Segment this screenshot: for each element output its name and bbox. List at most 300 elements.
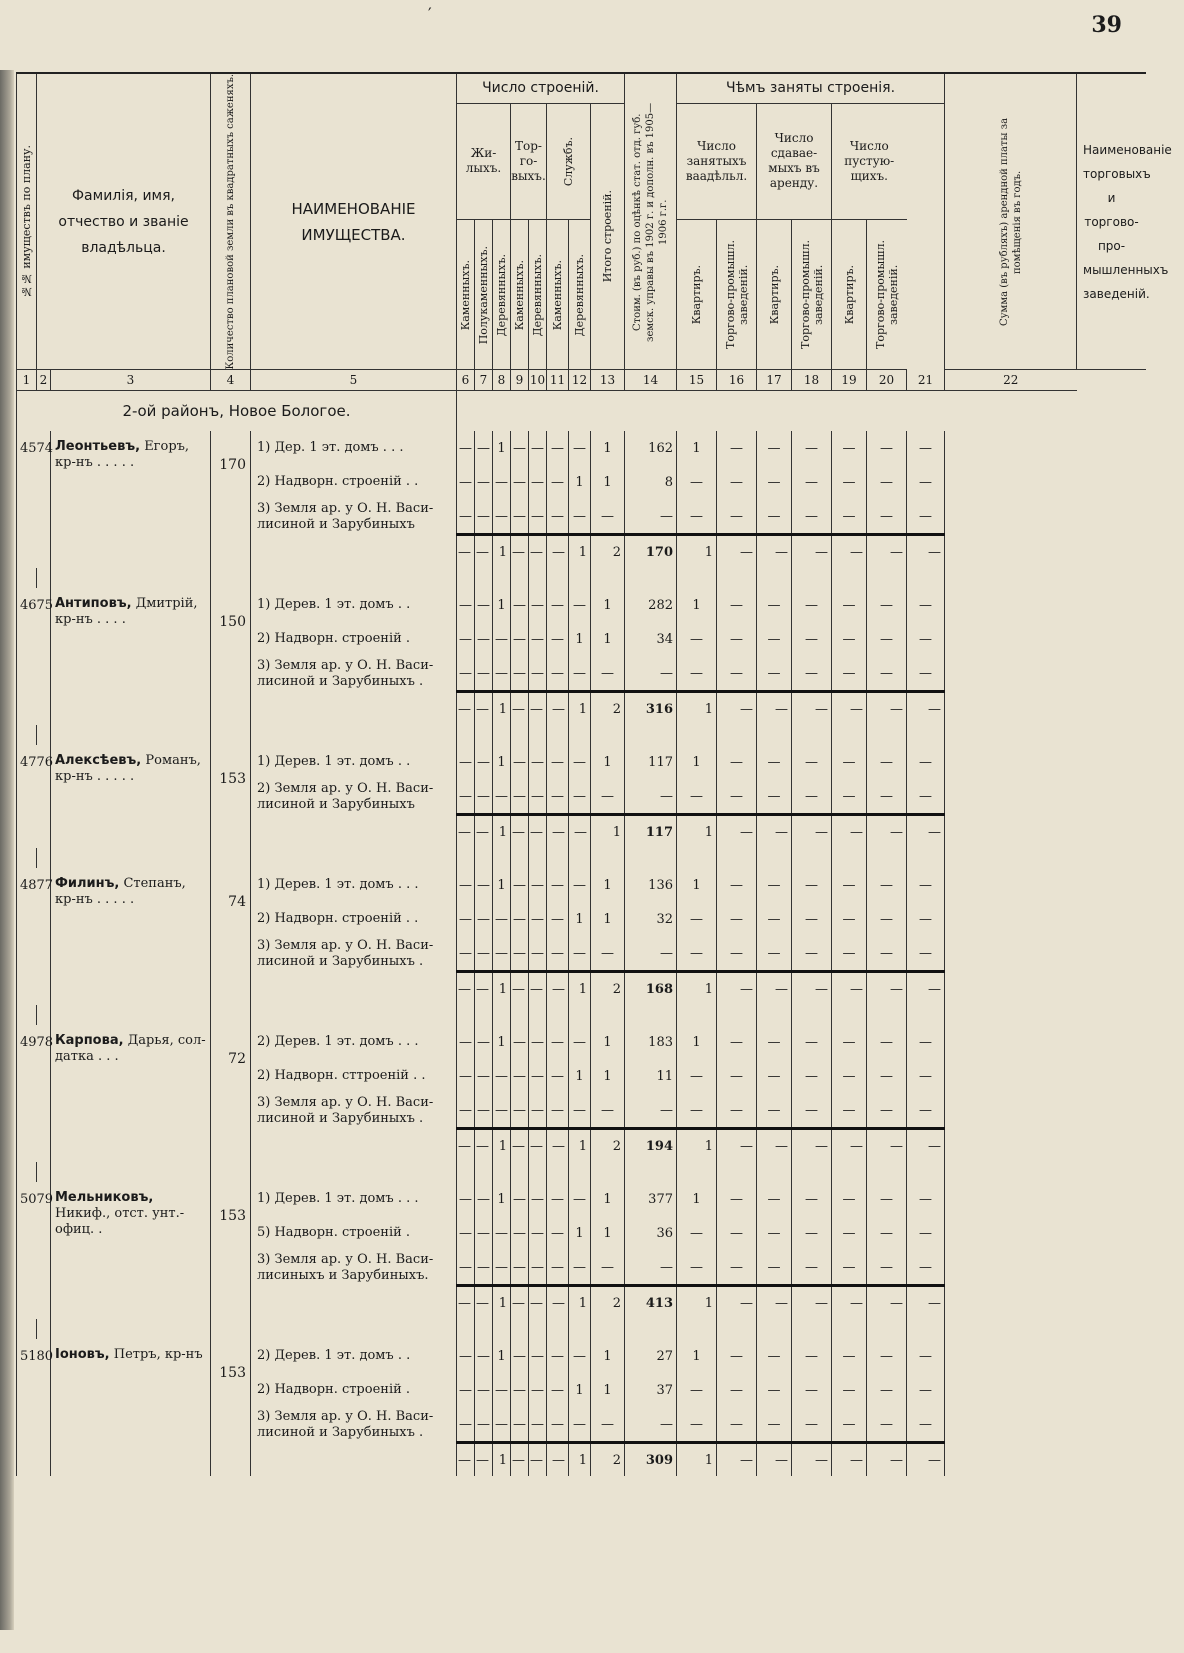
cell: 1 (591, 588, 625, 622)
item-row (17, 431, 1147, 465)
header-owner: Фамилія, имя, отчество и званіе владѣльца. (37, 73, 211, 370)
row-number: 78 (36, 1035, 54, 1051)
cell: — (511, 779, 529, 815)
cell: — (529, 656, 547, 692)
cell: 1 (677, 868, 717, 902)
gap-cell (867, 568, 907, 588)
cell: — (569, 431, 591, 465)
cell: — (457, 431, 475, 465)
cell: — (475, 1025, 493, 1059)
gap-cell (37, 1005, 51, 1025)
owner-surname: Карпова, (55, 1033, 124, 1049)
cell: — (757, 588, 792, 622)
cell: — (907, 588, 945, 622)
column-number: 16 (717, 370, 757, 391)
total-cell: 1 (569, 1129, 591, 1163)
cell: — (457, 1059, 475, 1093)
cell: — (757, 936, 792, 972)
cell: — (493, 936, 511, 972)
cell: 1 (569, 1373, 591, 1407)
establishment-cell (945, 1059, 1077, 1093)
cell: 1 (677, 1025, 717, 1059)
total-cell: — (475, 815, 493, 849)
gap-cell (547, 1162, 569, 1182)
cell: 1 (677, 1182, 717, 1216)
cell: — (867, 1025, 907, 1059)
property-ledger-table (16, 72, 1172, 1476)
gap-cell (569, 1319, 591, 1339)
gap-cell (475, 725, 493, 745)
column-number: 2 (37, 370, 51, 391)
total-cell: — (457, 1286, 475, 1320)
gap-cell (51, 1319, 211, 1339)
gap-cell (475, 1005, 493, 1025)
total-cell: 309 (625, 1443, 677, 1477)
cell: — (511, 1059, 529, 1093)
total-cell: 1 (493, 972, 511, 1006)
total-cell: 2 (591, 1129, 625, 1163)
cell: — (867, 431, 907, 465)
cell: — (547, 936, 569, 972)
cell: — (475, 1339, 493, 1373)
gap-row (17, 848, 1147, 868)
total-cell: — (511, 535, 529, 569)
land-area: 170 (211, 431, 251, 568)
cell: — (757, 779, 792, 815)
column-number: 17 (757, 370, 792, 391)
cell: — (907, 745, 945, 779)
header-establishments: Наименованіе торговыхъ и торгово-про-мышленныхъ заведеній. (1077, 73, 1146, 370)
total-cell: — (792, 815, 832, 849)
total-cell: — (867, 1443, 907, 1477)
total-cell: — (547, 972, 569, 1006)
cell: — (757, 431, 792, 465)
cell: — (717, 1407, 757, 1443)
cell: — (792, 1093, 832, 1129)
total-cell: — (907, 972, 945, 1006)
gap-cell (867, 1005, 907, 1025)
gap-cell (37, 848, 51, 868)
total-cell: 2 (591, 1286, 625, 1320)
column-number: 13 (591, 370, 625, 391)
cell: 37 (625, 1373, 677, 1407)
gap-cell (591, 1005, 625, 1025)
gap-cell (832, 1162, 867, 1182)
owner (51, 745, 211, 848)
total-cell: — (511, 692, 529, 726)
total-cell: — (511, 1286, 529, 1320)
total-cell: 316 (625, 692, 677, 726)
cell: 1 (493, 1025, 511, 1059)
gap-cell (832, 725, 867, 745)
total-cell: — (475, 692, 493, 726)
gap-cell (493, 848, 511, 868)
cell: — (475, 588, 493, 622)
property-name: 2) Дерев. 1 эт. домъ . . . (251, 1025, 457, 1059)
cell: — (832, 1339, 867, 1373)
total-cell: 1 (493, 535, 511, 569)
total-cell: — (867, 692, 907, 726)
column-number: 22 (945, 370, 1077, 391)
cell: — (529, 1216, 547, 1250)
cell: — (493, 499, 511, 535)
cell: — (493, 1407, 511, 1443)
total-cell: — (717, 815, 757, 849)
total-cell: 413 (625, 1286, 677, 1320)
total-cell: — (757, 535, 792, 569)
cell: 1 (677, 431, 717, 465)
cell: — (832, 431, 867, 465)
cell: — (792, 1182, 832, 1216)
cell: — (867, 622, 907, 656)
total-cell: — (475, 1286, 493, 1320)
cell: — (717, 745, 757, 779)
total-spacer (251, 815, 457, 849)
cell: — (717, 779, 757, 815)
cell: — (529, 431, 547, 465)
establishment-cell (945, 1129, 1077, 1163)
cell: — (792, 622, 832, 656)
column-number: 5 (251, 370, 457, 391)
cell: — (625, 656, 677, 692)
total-cell: 1 (677, 815, 717, 849)
cell: — (457, 1373, 475, 1407)
gap-cell (37, 1319, 51, 1339)
total-cell: — (457, 1129, 475, 1163)
district-title: 2-ой районъ, Новое Бологое. (17, 391, 457, 432)
gap-cell (677, 1319, 717, 1339)
total-cell: 2 (591, 692, 625, 726)
cell: — (493, 1093, 511, 1129)
total-cell: — (867, 815, 907, 849)
gap-cell (591, 848, 625, 868)
cell: 1 (591, 1339, 625, 1373)
header-land: Количество плановой земли въ квадратныхъ саженяхъ. (211, 73, 251, 370)
total-cell: 194 (625, 1129, 677, 1163)
cell: — (832, 1182, 867, 1216)
cell: — (569, 1250, 591, 1286)
gap-cell (529, 1162, 547, 1182)
cell: — (677, 1216, 717, 1250)
total-cell: — (547, 1443, 569, 1477)
cell: — (757, 745, 792, 779)
gap-cell (677, 1005, 717, 1025)
cell: — (717, 902, 757, 936)
total-cell: 117 (625, 815, 677, 849)
owner-details: Егоръ, кр-нъ . . . . . (55, 439, 190, 471)
gap-cell (51, 848, 211, 868)
cell: — (677, 622, 717, 656)
cell: — (792, 499, 832, 535)
cell: 1 (677, 1339, 717, 1373)
cell: — (547, 1339, 569, 1373)
cell: — (529, 622, 547, 656)
property-name: 3) Земля ар. у О. Н. Васи-лисиной и Зарубиныхъ . (251, 656, 457, 692)
total-cell: 1 (677, 692, 717, 726)
total-cell: — (547, 1286, 569, 1320)
cell: 1 (493, 588, 511, 622)
establishment-cell (945, 535, 1077, 569)
gap-cell (591, 725, 625, 745)
cell: — (547, 1250, 569, 1286)
total-cell: — (511, 815, 529, 849)
plan-number: 46 (17, 588, 37, 725)
owner-surname: Леонтьевъ, (55, 439, 141, 455)
cell: 1 (591, 1373, 625, 1407)
column-number: 10 (529, 370, 547, 391)
total-cell: 1 (569, 535, 591, 569)
gap-cell (867, 1319, 907, 1339)
gap-cell (569, 725, 591, 745)
header-buildings-group: Число строеній. (457, 73, 625, 103)
cell: — (569, 936, 591, 972)
header-total-buildings: Итого строеній. (591, 103, 625, 370)
cell: — (547, 1182, 569, 1216)
gap-cell (569, 1162, 591, 1182)
gap-cell (907, 1319, 945, 1339)
land-area: 150 (211, 588, 251, 725)
cell: — (867, 936, 907, 972)
owner-details: Степанъ, кр-нъ . . . . . (55, 876, 186, 908)
gap-cell (792, 1319, 832, 1339)
gap-row (17, 568, 1147, 588)
cell: — (493, 656, 511, 692)
owner-details: Дмитрій, кр-нъ . . . . (55, 596, 198, 628)
gap-cell (757, 848, 792, 868)
total-cell: 1 (591, 815, 625, 849)
gap-cell (945, 568, 1077, 588)
cell: 36 (625, 1216, 677, 1250)
land-area: 153 (211, 745, 251, 848)
header-rent-sum: Сумма (въ рубляхъ) арендной платы за помѣщенія въ годъ. (945, 73, 1077, 370)
cell: — (867, 779, 907, 815)
total-cell: — (529, 972, 547, 1006)
cell: — (832, 1216, 867, 1250)
gap-cell (493, 1162, 511, 1182)
cell: — (475, 656, 493, 692)
gap-cell (251, 725, 457, 745)
cell: — (832, 499, 867, 535)
cell: — (457, 622, 475, 656)
total-cell: — (832, 535, 867, 569)
cell: 183 (625, 1025, 677, 1059)
gap-cell (493, 568, 511, 588)
total-cell: 1 (677, 972, 717, 1006)
total-cell: — (717, 1129, 757, 1163)
cell: — (677, 499, 717, 535)
cell: — (457, 745, 475, 779)
establishment-cell (945, 1339, 1077, 1373)
column-number: 9 (511, 370, 529, 391)
cell: — (717, 1373, 757, 1407)
property-name: 2) Надворн. строеній . (251, 1373, 457, 1407)
land-area: 153 (211, 1339, 251, 1476)
cell: — (832, 622, 867, 656)
header-service: Службъ. (547, 103, 591, 220)
cell: — (867, 1093, 907, 1129)
gap-cell (529, 568, 547, 588)
cell: — (867, 868, 907, 902)
establishment-cell (945, 745, 1077, 779)
gap-cell (677, 725, 717, 745)
cell: — (475, 868, 493, 902)
cell: — (475, 465, 493, 499)
cell: — (591, 779, 625, 815)
header-vac-apartments: Квартиръ. (832, 220, 867, 370)
total-cell: — (832, 972, 867, 1006)
cell: — (457, 465, 475, 499)
establishment-cell (945, 656, 1077, 692)
gap-cell (211, 1162, 251, 1182)
cell: — (907, 499, 945, 535)
header-rent-apartments: Квартиръ. (757, 220, 792, 370)
cell: — (677, 779, 717, 815)
total-cell: — (832, 815, 867, 849)
cell: 1 (591, 1025, 625, 1059)
gap-cell (792, 1162, 832, 1182)
gap-cell (717, 725, 757, 745)
gap-cell (591, 1162, 625, 1182)
total-spacer (251, 1129, 457, 1163)
total-cell: 1 (569, 1443, 591, 1477)
total-spacer (251, 692, 457, 726)
total-cell: — (511, 972, 529, 1006)
cell: 34 (625, 622, 677, 656)
gap-cell (51, 1005, 211, 1025)
cell: — (867, 1182, 907, 1216)
total-cell: 1 (677, 535, 717, 569)
cell: — (867, 1407, 907, 1443)
header-trade-stone: Каменныхъ. (511, 220, 529, 370)
total-cell: — (511, 1443, 529, 1477)
cell: — (529, 936, 547, 972)
cell: — (832, 1373, 867, 1407)
establishment-cell (945, 815, 1077, 849)
total-cell: — (907, 1129, 945, 1163)
gap-cell (251, 568, 457, 588)
gap-cell (547, 848, 569, 868)
cell: — (717, 868, 757, 902)
cell: — (493, 465, 511, 499)
cell: — (511, 499, 529, 535)
cell: — (511, 588, 529, 622)
gap-cell (569, 1005, 591, 1025)
gap-cell (625, 725, 677, 745)
cell: — (677, 1059, 717, 1093)
gap-cell (37, 1162, 51, 1182)
cell: — (475, 1059, 493, 1093)
property-name: 3) Земля ар. у О. Н. Васи-лисиной и Зарубиныхъ . (251, 1093, 457, 1129)
column-number: 14 (625, 370, 677, 391)
total-cell: — (457, 815, 475, 849)
total-cell: 1 (493, 1129, 511, 1163)
total-cell: — (529, 692, 547, 726)
owner (51, 431, 211, 568)
cell: — (907, 868, 945, 902)
cell: — (832, 656, 867, 692)
total-cell: — (832, 692, 867, 726)
cell: — (677, 1093, 717, 1129)
gap-cell (591, 568, 625, 588)
cell: — (867, 1216, 907, 1250)
total-cell: — (792, 535, 832, 569)
total-spacer (251, 535, 457, 569)
cell: — (457, 936, 475, 972)
total-cell: — (717, 692, 757, 726)
total-cell: — (907, 1443, 945, 1477)
total-cell: — (832, 1443, 867, 1477)
item-row (17, 745, 1147, 779)
owner-details: Петръ, кр-нъ (113, 1347, 203, 1363)
gap-cell (457, 725, 475, 745)
total-cell: 170 (625, 535, 677, 569)
cell: — (475, 745, 493, 779)
gap-cell (832, 568, 867, 588)
total-cell: — (457, 972, 475, 1006)
cell: — (792, 936, 832, 972)
gap-cell (867, 725, 907, 745)
cell: 1 (591, 902, 625, 936)
establishment-cell (945, 936, 1077, 972)
cell: — (717, 1059, 757, 1093)
total-cell: — (511, 1129, 529, 1163)
total-cell: 1 (569, 972, 591, 1006)
establishment-cell (945, 868, 1077, 902)
cell: 1 (591, 745, 625, 779)
cell: — (591, 936, 625, 972)
column-number: 8 (493, 370, 511, 391)
cell: 377 (625, 1182, 677, 1216)
cell: — (717, 465, 757, 499)
cell: — (475, 431, 493, 465)
cell: — (475, 499, 493, 535)
total-cell: — (867, 1129, 907, 1163)
property-name: 2) Надворн. строеній . . (251, 902, 457, 936)
plan-number: 47 (17, 745, 37, 848)
cell: — (832, 588, 867, 622)
column-number: 7 (475, 370, 493, 391)
total-cell: — (792, 972, 832, 1006)
row-number: 74 (36, 441, 54, 457)
owner (51, 1182, 211, 1319)
owner (51, 1025, 211, 1162)
gap-row (17, 1005, 1147, 1025)
cell: — (677, 465, 717, 499)
cell: 1 (569, 1059, 591, 1093)
cell: — (792, 902, 832, 936)
cell: — (547, 1093, 569, 1129)
cell: — (867, 465, 907, 499)
cell: — (832, 902, 867, 936)
cell: — (792, 656, 832, 692)
cell: 1 (569, 622, 591, 656)
owner-details: Дарья, сол-датка . . . (55, 1033, 206, 1065)
establishment-cell (945, 588, 1077, 622)
cell: — (547, 499, 569, 535)
gap-cell (251, 1005, 457, 1025)
gap-cell (717, 568, 757, 588)
header-occ-apartments: Квартиръ. (677, 220, 717, 370)
cell: — (493, 1059, 511, 1093)
gap-cell (625, 1162, 677, 1182)
gap-cell (457, 1005, 475, 1025)
establishment-cell (945, 1286, 1077, 1320)
gap-cell (792, 725, 832, 745)
gap-cell (907, 725, 945, 745)
cell: — (717, 499, 757, 535)
cell: — (475, 936, 493, 972)
cell: — (529, 779, 547, 815)
